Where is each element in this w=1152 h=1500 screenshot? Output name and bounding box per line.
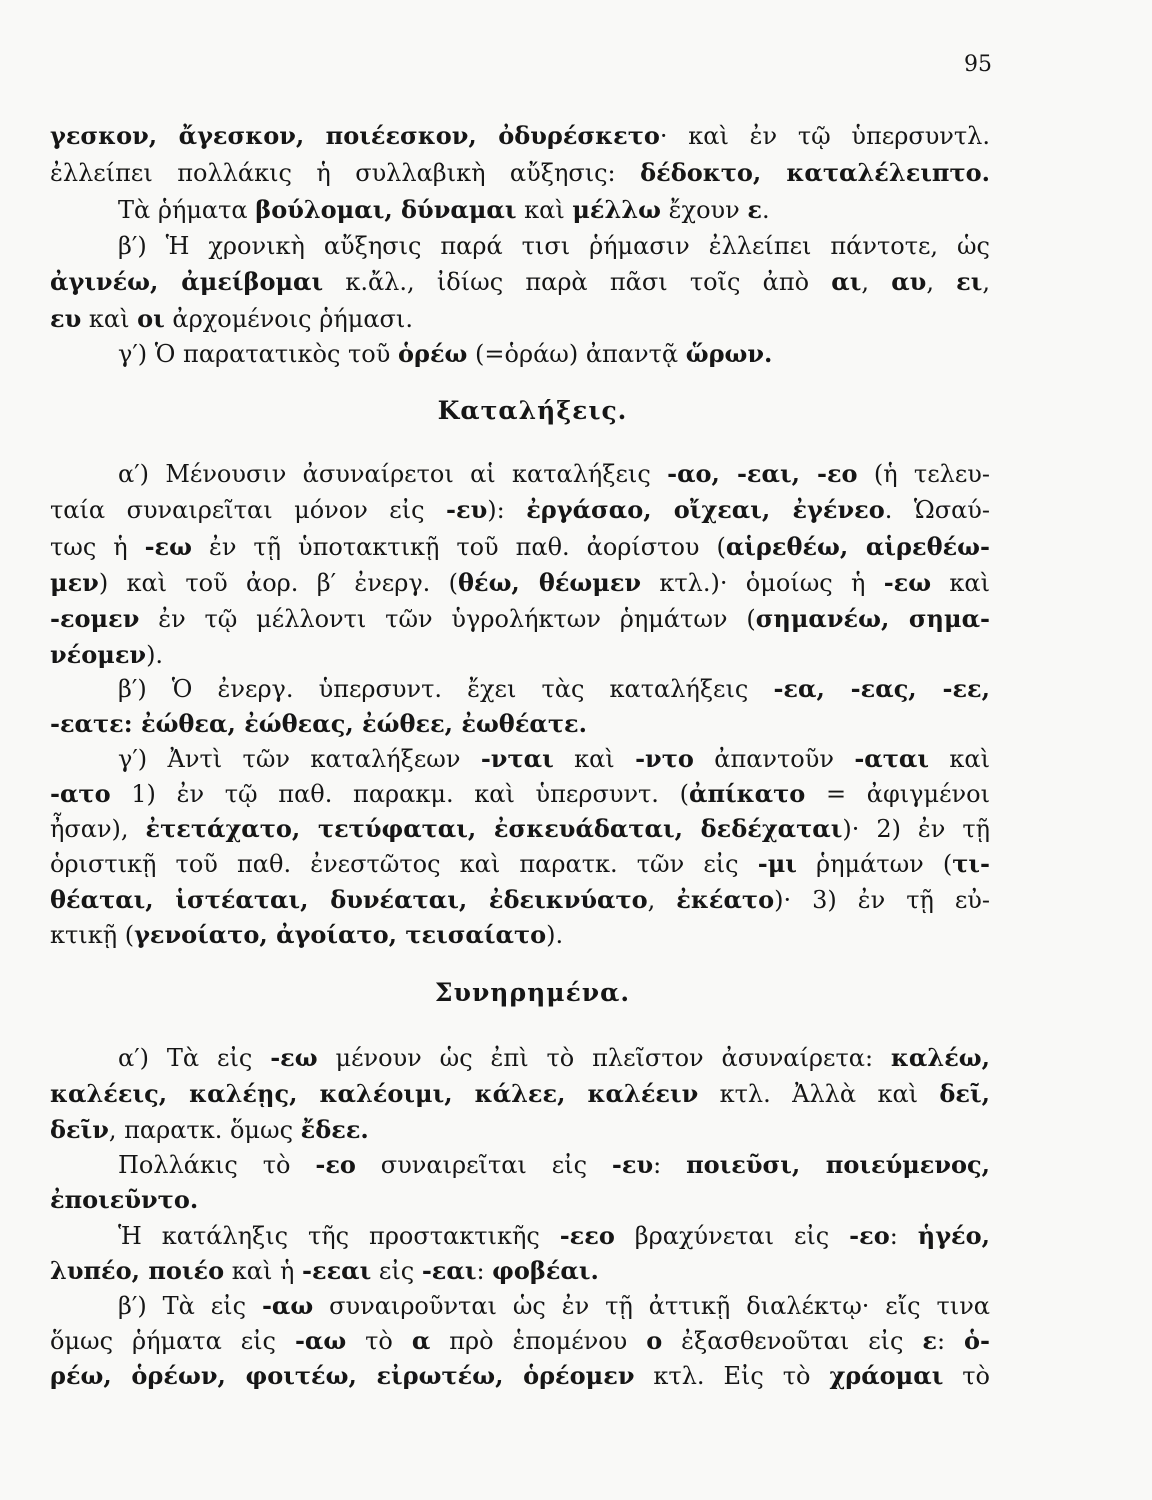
bold-form: ὁρέω <box>397 339 468 368</box>
bold-form: τι- <box>952 849 990 878</box>
text-line <box>50 1112 990 1148</box>
text-run: συναιροῦνται ὡς ἐν τῇ ἀττικῇ διαλέκτῳ· εἴς τινα <box>313 1292 990 1320</box>
bold-form: -εαι <box>421 1256 477 1285</box>
bold-form: φοβέαι. <box>492 1256 599 1285</box>
text-run: . Ὡσαύ- <box>884 496 991 524</box>
text-run: ῥημάτων ( <box>796 850 953 878</box>
text-run: κτλ. Εἰς τὸ <box>634 1362 830 1390</box>
bold-form: -αται <box>854 744 929 773</box>
text-line <box>118 741 990 777</box>
text-run: ἀρχομένοις ῥήμασι. <box>164 305 413 333</box>
bold-form: γενοίατο, ἀγοίατο, τεισαίατο <box>134 920 547 949</box>
text-line <box>118 671 990 707</box>
bold-form: -μι <box>757 849 797 878</box>
text-line <box>50 264 990 300</box>
bold-form: ε <box>922 1326 938 1355</box>
bold-form: -εατε: ἐώθεα, ἐώθεας, ἐώθεε, ἐωθέατε. <box>50 709 587 738</box>
bold-form: ευ <box>50 304 82 333</box>
bold-form: μέλλω <box>572 195 662 224</box>
text-run: ὅμως ῥήματα εἰς <box>50 1327 295 1355</box>
text-run: εἰς <box>371 1257 422 1285</box>
bold-form: -ευ <box>611 1150 654 1179</box>
text-run: )· 3) ἐν τῇ εὐ- <box>774 886 990 914</box>
text-run: ἐξασθενοῦται εἰς <box>662 1327 923 1355</box>
text-run: καὶ <box>931 569 991 597</box>
text-run: , <box>926 268 957 296</box>
text-run: καὶ ἡ <box>224 1257 303 1285</box>
section-heading: Συνηρημένα. <box>434 978 631 1007</box>
text-run: α′) Μένουσιν ἀσυναίρετοι αἱ καταλήξεις <box>118 460 668 488</box>
text-run: κτλ.)· ὁμοίως ἡ <box>641 569 884 597</box>
bold-form: καλέω, <box>890 1043 991 1072</box>
text-line <box>50 1076 990 1112</box>
bold-form: δέδοκτο, καταλέλειπτο. <box>640 158 991 187</box>
text-run: ταία συναιρεῖται μόνον εἰς <box>50 496 447 524</box>
bold-form: -αο, -εαι, -εο <box>667 459 858 488</box>
text-run: καὶ <box>553 745 636 773</box>
bold-form: θέω, θέωμεν <box>457 568 642 597</box>
bold-form: ἡγέο, <box>917 1221 990 1250</box>
bold-form: δεῖ, <box>939 1079 990 1108</box>
text-run: : <box>889 1222 918 1250</box>
text-run: ). <box>146 641 164 669</box>
text-run: Τὰ ῥήματα <box>118 196 256 224</box>
bold-form: -εεο <box>559 1221 615 1250</box>
text-run: )· 2) ἐν τῇ <box>842 815 991 843</box>
bold-form: ει <box>956 267 983 296</box>
text-run: ἔχουν <box>661 196 748 224</box>
bold-form: ἀγινέω, ἀμείβομαι <box>50 267 324 296</box>
bold-form: αυ <box>891 267 927 296</box>
text-run: , <box>861 268 892 296</box>
bold-form: οι <box>137 304 165 333</box>
text-run: τως ἡ <box>50 533 145 561</box>
text-line <box>118 1288 990 1324</box>
bold-form: βούλομαι, δύναμαι <box>255 195 517 224</box>
text-run: ὁριστικῇ τοῦ παθ. ἐνεστῶτος καὶ παρατκ. τῶν εἰς <box>50 850 758 878</box>
text-run: κτικῇ ( <box>50 921 135 949</box>
text-run: ἐλλείπει πολλάκις ἡ συλλαβικὴ αὔξησις: <box>50 159 641 187</box>
bold-form: ἔδεε. <box>300 1115 369 1144</box>
bold-form: -εα, -εας, -εε, <box>773 674 990 703</box>
text-line <box>50 155 990 191</box>
text-run: 1) ἐν τῷ παθ. παρακμ. καὶ ὑπερσυντ. ( <box>110 780 689 808</box>
text-run: ἀπαντοῦν <box>693 745 855 773</box>
text-run: καὶ <box>516 196 573 224</box>
text-line <box>118 192 990 228</box>
text-line <box>118 456 990 492</box>
section-heading: Καταλήξεις. <box>437 396 628 425</box>
text-run: , <box>982 268 990 296</box>
bold-form: -εομεν <box>50 604 140 633</box>
text-run: , παρατκ. ὅμως <box>108 1116 301 1144</box>
text-run: , <box>647 886 677 914</box>
bold-form: γεσκον, ἄγεσκον, ποιέεσκον, ὀδυρέσκετο <box>50 121 660 150</box>
bold-form: ο <box>646 1326 663 1355</box>
text-line <box>50 118 990 154</box>
text-run: β′) Τὰ εἰς <box>118 1292 262 1320</box>
bold-form: καλέεις, καλέῃς, καλέοιμι, κάλεε, καλέειν <box>50 1079 699 1108</box>
text-line <box>50 846 990 882</box>
text-run: Πολλάκις τὸ <box>118 1151 316 1179</box>
bold-form: αἱρεθέω, αἱρεθέω- <box>725 532 990 561</box>
text-line <box>50 882 990 918</box>
text-line <box>50 1323 990 1359</box>
text-run: Ἡ κατάληξις τῆς προστακτικῆς <box>118 1222 560 1250</box>
bold-form: νέομεν <box>50 640 147 669</box>
text-run: : <box>937 1327 965 1355</box>
text-run: . <box>761 196 770 224</box>
text-run: συναιρεῖται εἰς <box>355 1151 612 1179</box>
bold-form: -εο <box>849 1221 890 1250</box>
bold-form: -εω <box>883 568 932 597</box>
bold-form: -αω <box>294 1326 347 1355</box>
text-run: τὸ <box>346 1327 412 1355</box>
bold-form: α <box>411 1326 431 1355</box>
text-run: καὶ <box>81 305 138 333</box>
text-line <box>50 492 990 528</box>
bold-form: -εεαι <box>302 1256 372 1285</box>
bold-form: -νται <box>480 744 554 773</box>
text-line <box>50 1253 990 1289</box>
text-line <box>118 228 990 264</box>
bold-form: -εο <box>315 1150 356 1179</box>
text-run: μένουν ὡς ἐπὶ τὸ πλεῖστον ἀσυναίρετα: <box>317 1044 891 1072</box>
bold-form: μεν <box>50 568 99 597</box>
bold-form: ὁ- <box>964 1326 991 1355</box>
text-run: β′) Ὁ ἐνεργ. ὑπερσυντ. ἔχει τὰς καταλήξεις <box>118 675 774 703</box>
text-run: πρὸ ἑπομένου <box>430 1327 647 1355</box>
bold-form: χράομαι <box>829 1361 944 1390</box>
text-run: (=ὁράω) ἀπαντᾷ <box>467 340 686 368</box>
text-run: β′) Ἡ χρονικὴ αὔξησις παρά τισι ῥήμασιν ἐλλείπει πάντοτε, ὡς <box>118 232 990 260</box>
text-run: γ′) Ὁ παρατατικὸς τοῦ <box>118 340 398 368</box>
bold-form: -ατο <box>50 779 111 808</box>
text-run: (ἡ τελευ- <box>857 460 990 488</box>
text-run: ἦσαν), <box>50 815 146 843</box>
text-line <box>118 1218 990 1254</box>
page-number: 95 <box>964 52 992 77</box>
text-run: καὶ <box>929 745 991 773</box>
text-line <box>118 1040 990 1076</box>
text-run: ). <box>546 921 564 949</box>
text-run: κτλ. Ἀλλὰ καὶ <box>698 1080 940 1108</box>
text-line <box>50 301 990 337</box>
bold-form: ε <box>747 195 762 224</box>
text-run: ): <box>487 496 527 524</box>
text-line <box>50 917 990 953</box>
text-line <box>50 811 990 847</box>
text-line <box>50 637 990 673</box>
bold-form: ρέω, ὁρέων, φοιτέω, εἰρωτέω, ὁρέομεν <box>50 1361 635 1390</box>
text-line <box>118 336 990 372</box>
bold-form: ἐποιεῦντο. <box>50 1185 199 1214</box>
text-line <box>50 1358 990 1394</box>
text-line <box>50 565 990 601</box>
bold-form: -ντο <box>635 744 694 773</box>
text-run: ἐν τῷ μέλλοντι τῶν ὑγρολήκτων ῥημάτων ( <box>139 605 756 633</box>
text-run: γ′) Ἀντὶ τῶν καταλήξεων <box>118 745 481 773</box>
text-run: · καὶ ἐν τῷ ὑπερσυντλ. <box>659 122 991 150</box>
bold-form: -εω <box>144 532 192 561</box>
text-run: α′) Τὰ εἰς <box>118 1044 271 1072</box>
text-run: ἐν τῇ ὑποτακτικῇ τοῦ παθ. ἀορίστου ( <box>192 533 726 561</box>
bold-form: λυπέο, ποιέο <box>50 1256 225 1285</box>
text-line <box>50 1182 990 1218</box>
bold-form: αι <box>831 267 862 296</box>
text-run: : <box>653 1151 687 1179</box>
text-run: = ἀφιγμένοι <box>805 780 990 808</box>
bold-form: θέαται, ἱστέαται, δυνέαται, ἐδεικνύατο <box>50 885 648 914</box>
bold-form: ἐργάσαο, οἴχεαι, ἐγένεο <box>526 495 885 524</box>
bold-form: ὥρων. <box>685 339 773 368</box>
bold-form: ἀπίκατο <box>689 779 806 808</box>
text-run: ) καὶ τοῦ ἀορ. β′ ἐνεργ. ( <box>98 569 458 597</box>
text-run: : <box>476 1257 493 1285</box>
text-run: βραχύνεται εἰς <box>614 1222 850 1250</box>
bold-form: σημανέω, σημα- <box>755 604 991 633</box>
bold-form: -ευ <box>446 495 488 524</box>
bold-form: ἐτετάχατο, τετύφαται, ἐσκευάδαται, δεδέχαται <box>145 814 843 843</box>
text-line <box>50 529 990 565</box>
text-run: τὸ <box>943 1362 990 1390</box>
text-line <box>50 776 990 812</box>
text-line <box>50 601 990 637</box>
bold-form: -εω <box>270 1043 318 1072</box>
bold-form: ἐκέατο <box>676 885 775 914</box>
text-run: κ.ἄλ., ἰδίως παρὰ πᾶσι τοῖς ἀπὸ <box>323 268 832 296</box>
bold-form: -αω <box>261 1291 314 1320</box>
text-line <box>50 706 990 742</box>
text-line <box>118 1147 990 1183</box>
bold-form: δεῖν <box>50 1115 109 1144</box>
bold-form: ποιεῦσι, ποιεύμενος, <box>686 1150 991 1179</box>
